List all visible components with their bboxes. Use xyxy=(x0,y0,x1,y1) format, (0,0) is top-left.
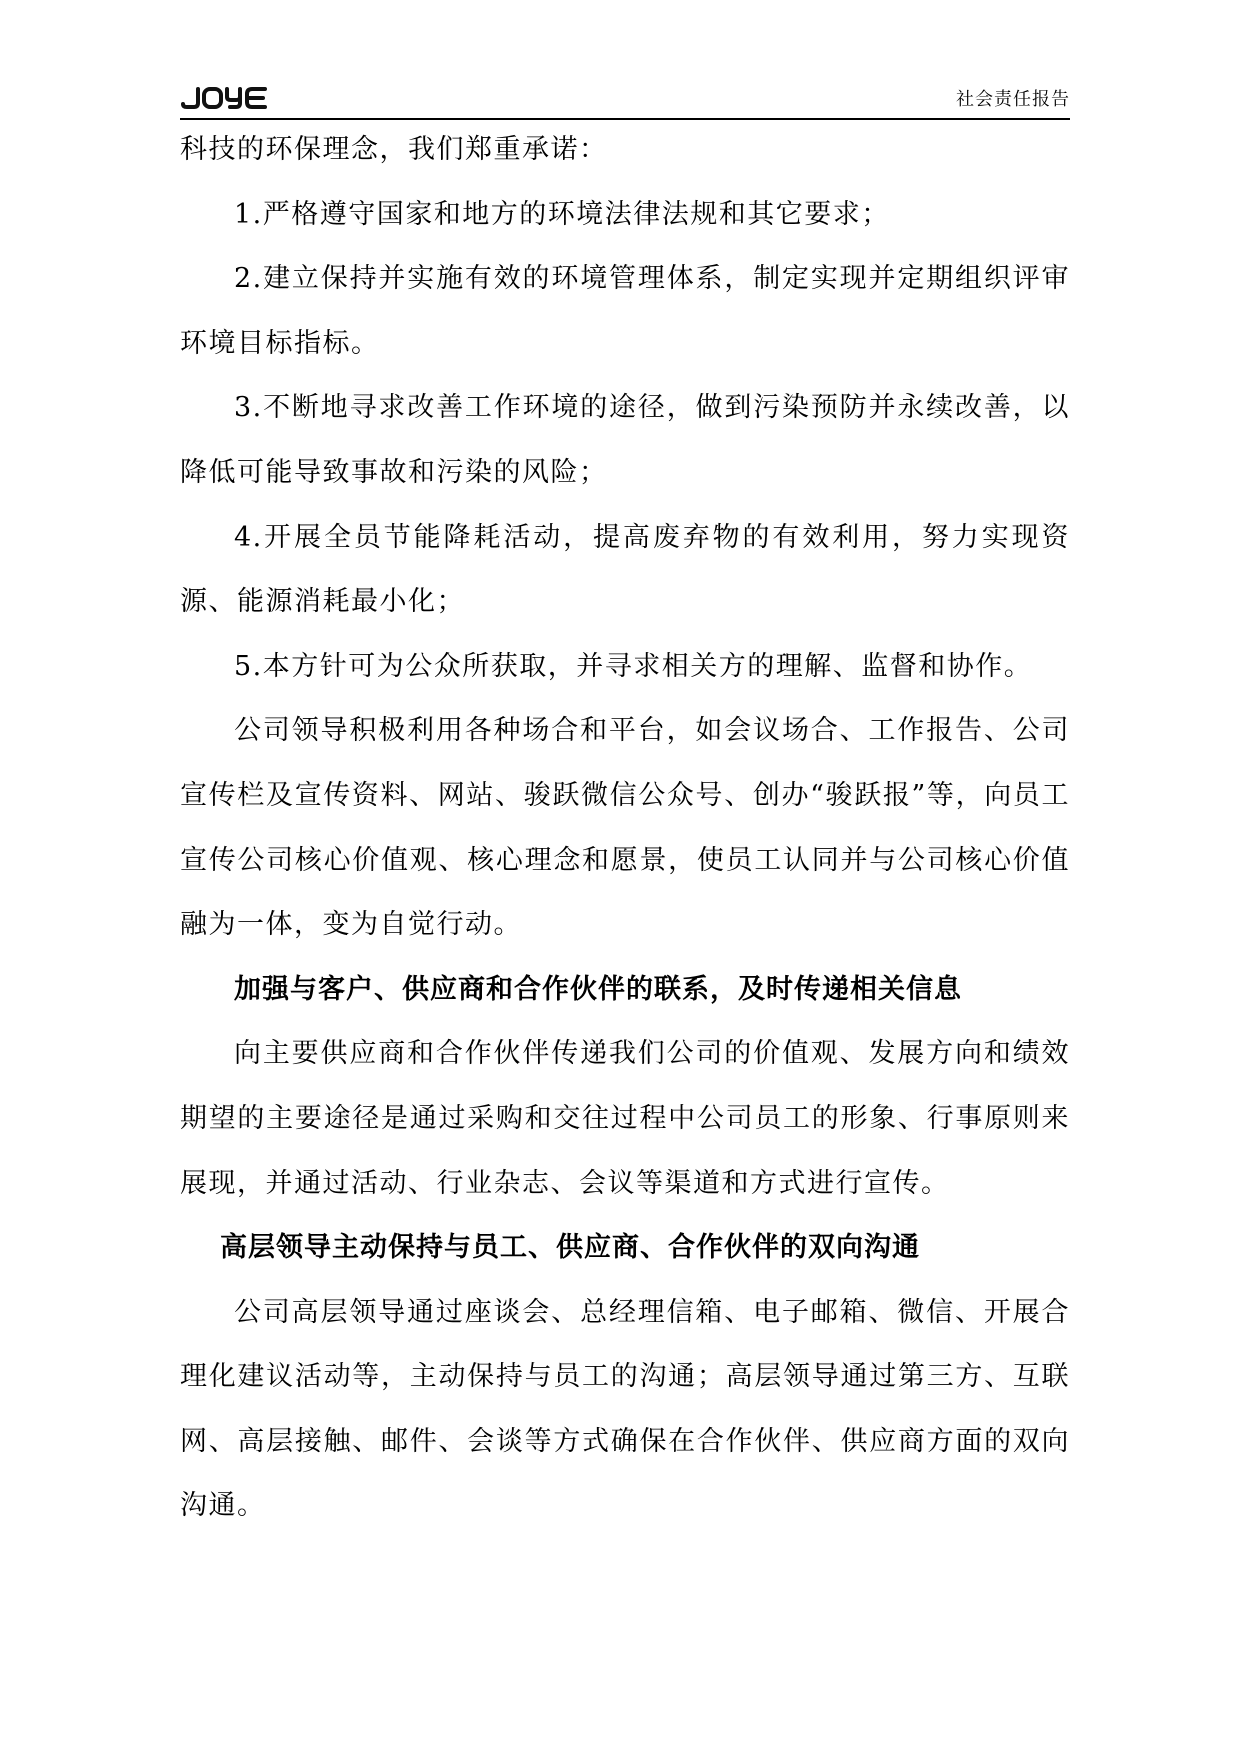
report-title: 社会责任报告 xyxy=(956,89,1070,110)
section-heading-communication: 高层领导主动保持与员工、供应商、合作伙伴的双向沟通 xyxy=(220,1232,920,1264)
commitment-item-4: 4.开展全员节能降耗活动，提高废弃物的有效利用，努力实现资源、能源消耗最小化； xyxy=(180,521,1070,618)
commitment-item-2: 2.建立保持并实施有效的环境管理体系，制定实现并定期组织评审环境目标指标。 xyxy=(180,263,1070,359)
page-header xyxy=(180,82,1070,120)
commitment-item-3: 3.不断地寻求改善工作环境的途径，做到污染预防并永续改善，以降低可能导致事故和污染的风险； xyxy=(180,392,1070,488)
leadership-paragraph: 公司领导积极利用各种场合和平台，如会议场合、工作报告、公司宣传栏及宣传资料、网站、骏跃微信公众号、创办“骏跃报”等，向员工宣传公司核心价值观、核心理念和愿景，使员工认同并与公司核心价值融为一体，变为自觉行动。 xyxy=(180,715,1070,941)
document-body xyxy=(180,118,1070,1539)
customers-paragraph: 向主要供应商和合作伙伴传递我们公司的价值观、发展方向和绩效期望的主要途径是通过采购和交往过程中公司员工的形象、行事原则来展现，并通过活动、行业杂志、会议等渠道和方式进行宣传。 xyxy=(180,1038,1070,1199)
joye-logo xyxy=(180,86,270,110)
commitment-item-1: 1.严格遵守国家和地方的环境法律法规和其它要求； xyxy=(234,198,890,230)
commitment-item-5: 5.本方针可为公众所获取，并寻求相关方的理解、监督和协作。 xyxy=(234,650,1033,682)
intro-paragraph: 科技的环保理念，我们郑重承诺： xyxy=(180,134,608,165)
communication-paragraph: 公司高层领导通过座谈会、总经理信箱、电子邮箱、微信、开展合理化建议活动等，主动保持与员工的沟通；高层领导通过第三方、互联网、高层接触、邮件、会谈等方式确保在合作伙伴、供应商方面的双向沟通。 xyxy=(180,1296,1070,1522)
section-heading-customers: 加强与客户、供应商和合作伙伴的联系，及时传递相关信息 xyxy=(234,973,962,1005)
